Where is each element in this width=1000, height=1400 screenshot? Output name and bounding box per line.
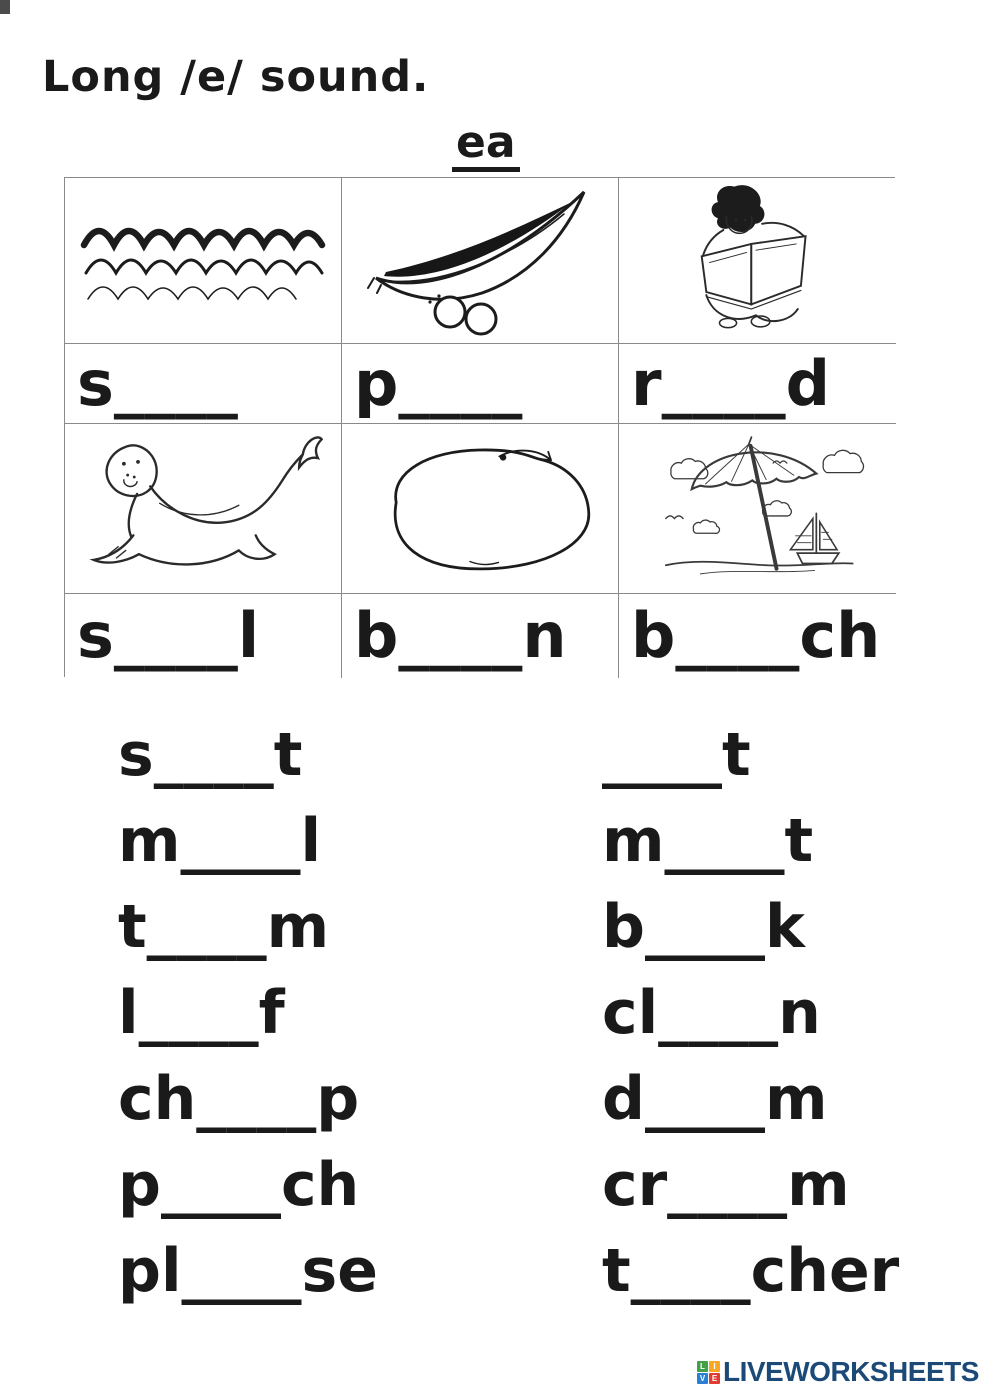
liveworksheets-logo[interactable] <box>697 1356 979 1388</box>
fill-blank-word[interactable]: pl____se <box>118 1236 378 1306</box>
cell-image-seal <box>65 424 342 594</box>
blank-word-label: s____ <box>77 346 238 420</box>
blank-word-label: p____ <box>354 346 523 420</box>
scan-artifact <box>0 0 10 14</box>
fill-blank-word[interactable]: m____t <box>602 806 814 876</box>
answer-blank-pea[interactable] <box>342 344 619 424</box>
pea-pod-image <box>360 178 600 344</box>
cell-image-reading <box>619 178 896 344</box>
answer-blank-read[interactable] <box>619 344 896 424</box>
logo-square: E <box>709 1373 720 1384</box>
answer-blank-beach[interactable] <box>619 594 896 678</box>
fill-blank-word[interactable]: m____l <box>118 806 322 876</box>
digraph-heading: ea <box>452 120 520 172</box>
answer-blank-sea[interactable] <box>65 344 342 424</box>
bean-image <box>363 439 598 579</box>
blank-word-label: b____ch <box>631 599 881 672</box>
seal-image <box>78 428 328 590</box>
fill-blank-word[interactable]: s____t <box>118 720 303 790</box>
blank-word-label: r____d <box>631 346 830 420</box>
cell-image-sea <box>65 178 342 344</box>
sea-waves-image <box>78 205 328 317</box>
child-reading-image <box>680 178 835 344</box>
fill-blank-word[interactable]: p____ch <box>118 1150 360 1220</box>
fill-blank-word[interactable]: l____f <box>118 978 285 1048</box>
fill-blank-word[interactable]: ____t <box>602 720 751 790</box>
logo-square: I <box>709 1361 720 1372</box>
cell-image-bean <box>342 424 619 594</box>
blank-word-label: b____n <box>354 599 567 672</box>
word-list-left <box>118 712 378 1314</box>
cell-image-beach <box>619 424 896 594</box>
logo-square: V <box>697 1373 708 1384</box>
fill-blank-word[interactable]: d____m <box>602 1064 828 1134</box>
word-list-right <box>602 712 899 1314</box>
fill-blank-word[interactable]: cl____n <box>602 978 821 1048</box>
liveworksheets-logo-icon <box>697 1361 720 1384</box>
liveworksheets-logo-text: LIVEWORKSHEETS <box>723 1356 979 1387</box>
logo-square: L <box>697 1361 708 1372</box>
cell-image-pea <box>342 178 619 344</box>
page-title: Long /e/ sound. <box>42 52 430 102</box>
blank-word-label: s____l <box>77 599 260 672</box>
fill-blank-word[interactable]: cr____m <box>602 1150 850 1220</box>
picture-table <box>64 177 895 677</box>
answer-blank-bean[interactable] <box>342 594 619 678</box>
answer-blank-seal[interactable] <box>65 594 342 678</box>
beach-image <box>645 432 870 586</box>
fill-blank-word[interactable]: t____cher <box>602 1236 900 1306</box>
fill-blank-word[interactable]: t____m <box>118 892 330 962</box>
fill-blank-word[interactable]: ch____p <box>118 1064 360 1134</box>
fill-blank-word[interactable]: b____k <box>602 892 805 962</box>
